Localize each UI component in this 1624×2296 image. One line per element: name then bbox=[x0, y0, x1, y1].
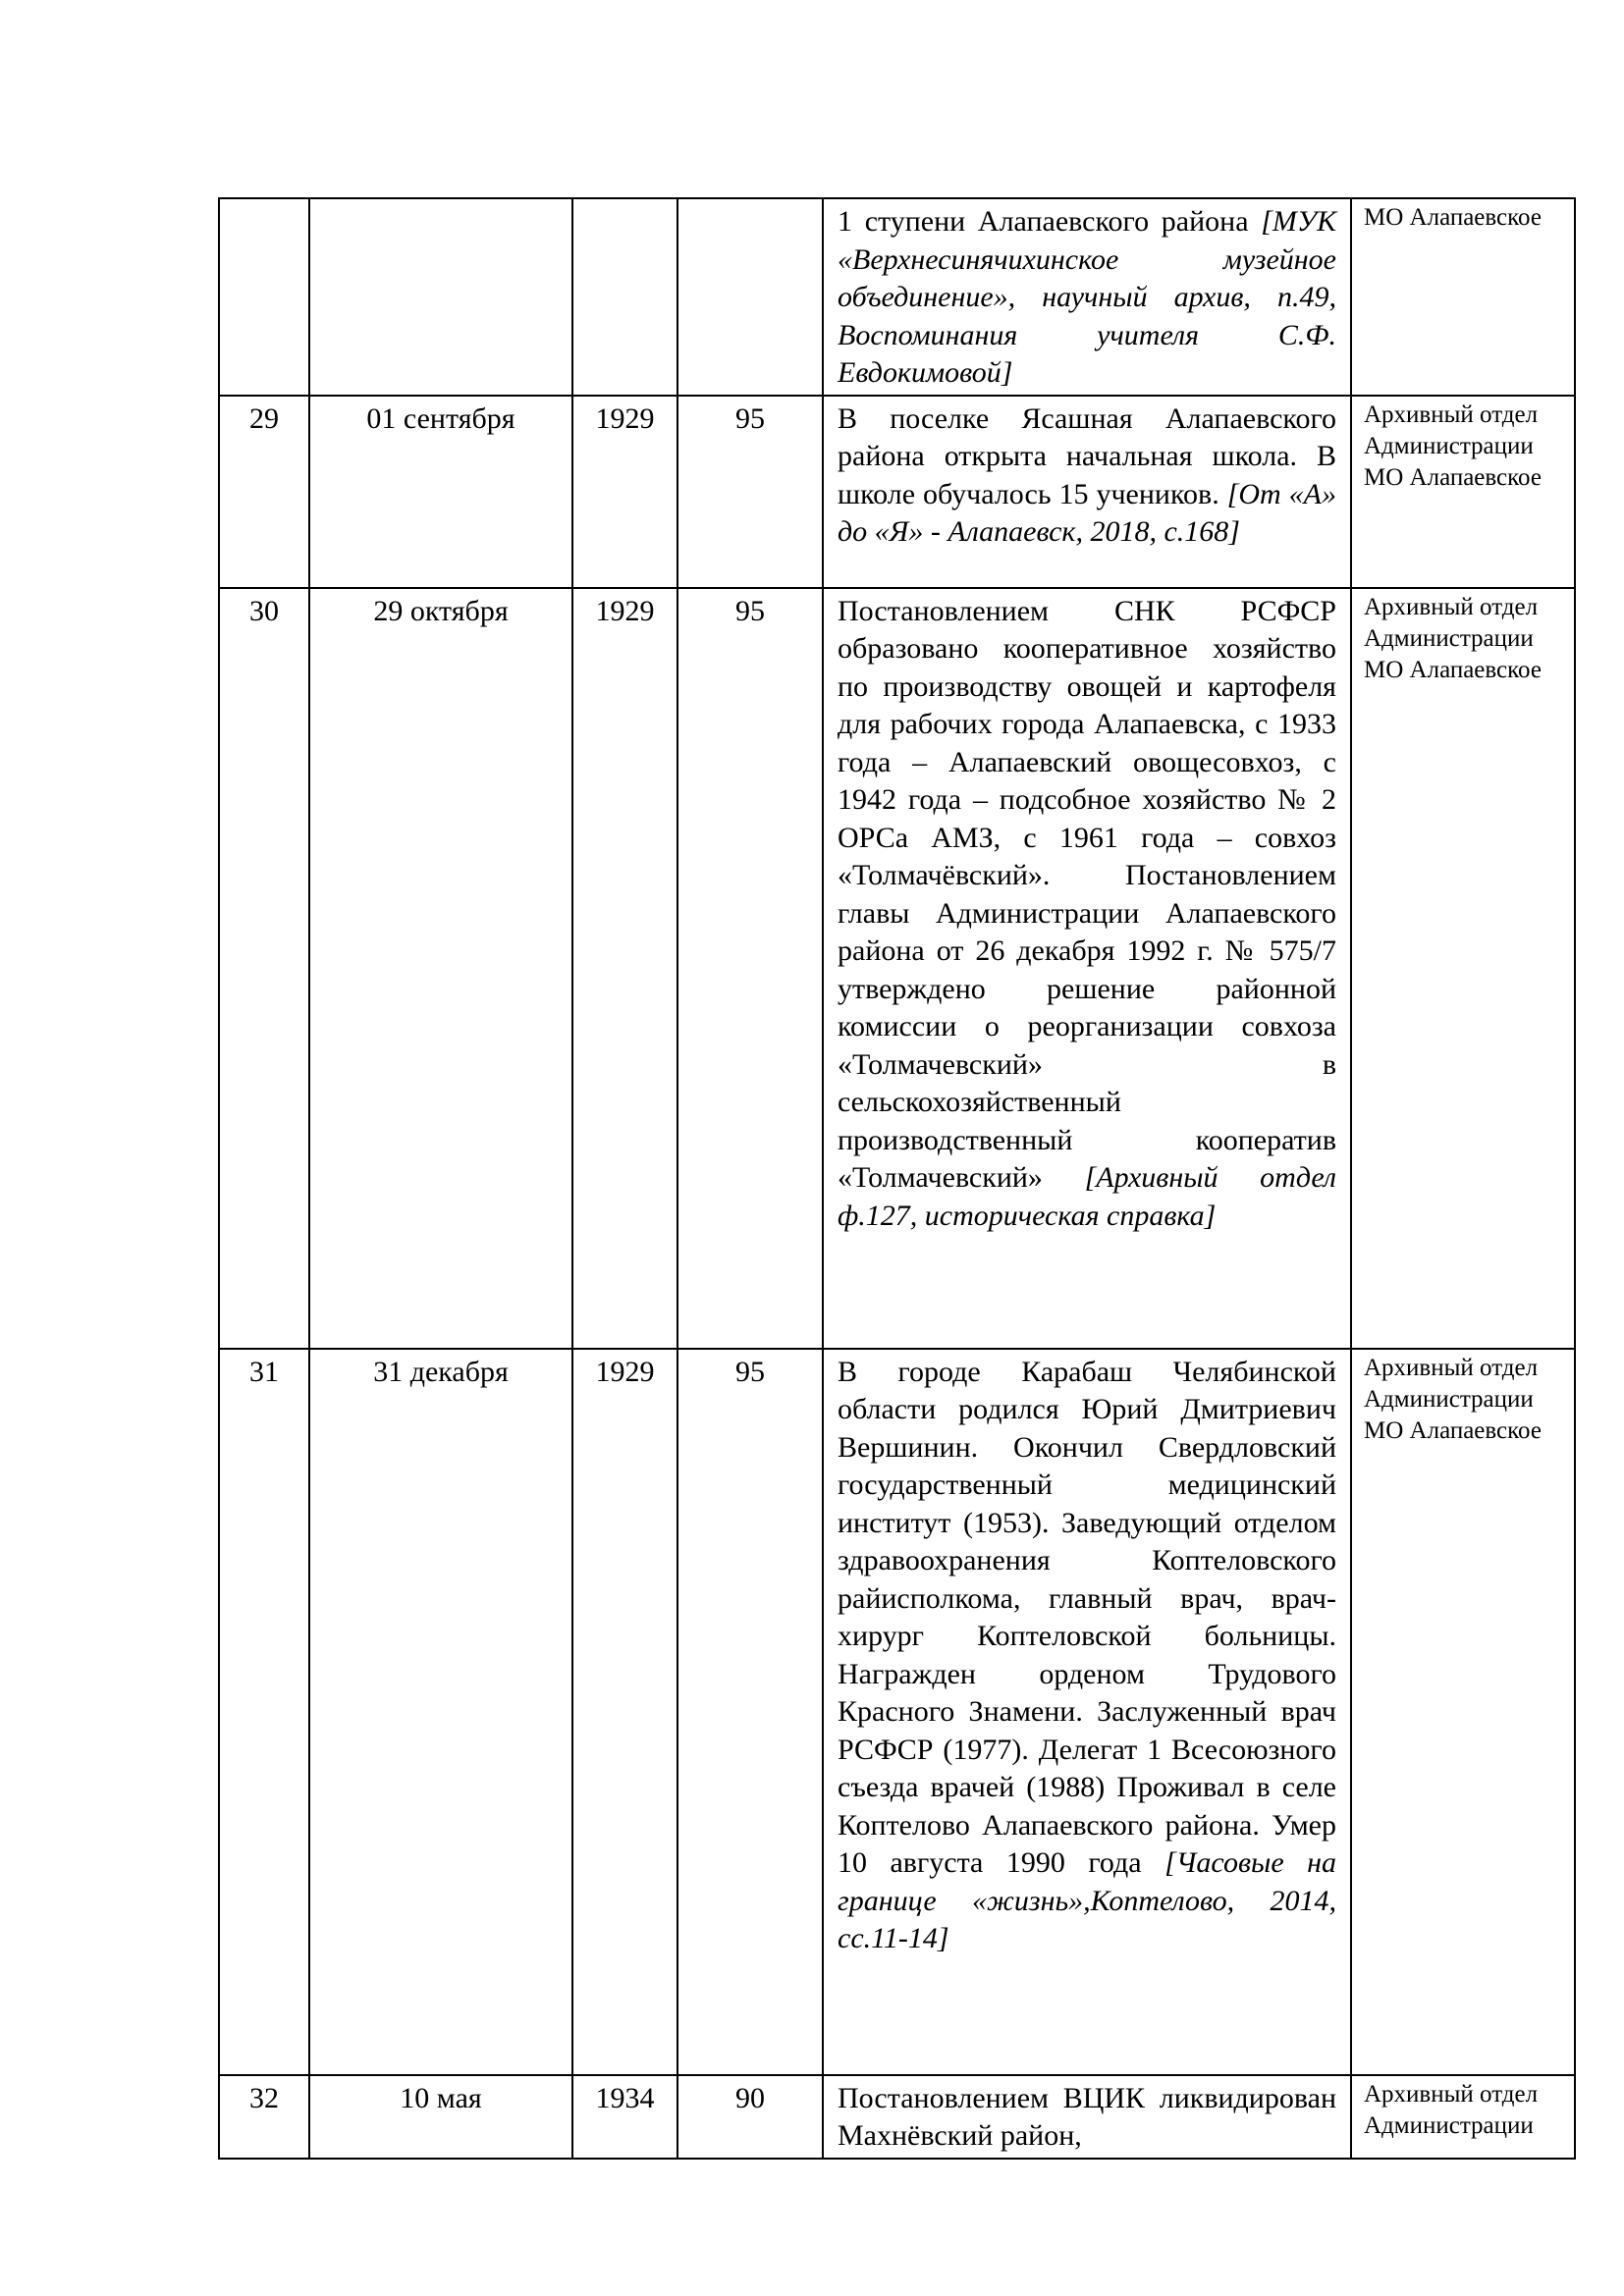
event-date: 31 декабря bbox=[309, 1349, 572, 2075]
event-date bbox=[309, 198, 572, 396]
row-number: 31 bbox=[219, 1349, 309, 2075]
table-row bbox=[219, 588, 1575, 1349]
row-number: 29 bbox=[219, 396, 309, 588]
anniversary-years bbox=[677, 198, 823, 396]
table-body bbox=[219, 198, 1575, 2159]
event-year: 1929 bbox=[572, 396, 677, 588]
event-date: 29 октября bbox=[309, 588, 572, 1349]
source-archive: Архивный отдел Администрации МО Алапаевское bbox=[1351, 588, 1575, 1349]
table-row bbox=[219, 1349, 1575, 2075]
event-description bbox=[823, 198, 1351, 396]
event-citation: [Архивный отдел ф.127, историческая справка] bbox=[838, 1161, 1337, 1232]
anniversary-years: 95 bbox=[677, 588, 823, 1349]
source-archive: МО Алапаевское bbox=[1351, 198, 1575, 396]
source-archive: Архивный отдел Администрации МО Алапаевское bbox=[1351, 396, 1575, 588]
anniversary-years: 90 bbox=[677, 2075, 823, 2159]
event-citation: [МУК «Верхнесинячихинское музейное объединение», научный архив, п.49, Воспоминания учителя С.Ф. Евдокимовой] bbox=[838, 205, 1336, 389]
table-row bbox=[219, 2075, 1575, 2159]
event-description bbox=[823, 1349, 1351, 2075]
row-number bbox=[219, 198, 309, 396]
event-citation: [Часовые на границе «жизнь»,Коптелово, 2014, сс.11-14] bbox=[838, 1846, 1337, 1954]
event-description bbox=[823, 2075, 1351, 2159]
source-archive: Архивный отдел Администрации bbox=[1351, 2075, 1575, 2159]
event-text: В городе Карабаш Челябинской области родился Юрий Дмитриевич Вершинин. Окончил Свердловский государственный медицинский институт (1953). Заведующий отделом здравоохранения Коптеловского райисполкома, главный врач, врач-хирург Коптеловской больницы. Награжден орденом Трудового Красного Знамени. Заслуженный врач РСФСР (1977). Делегат 1 Всесоюзного съезда врачей (1988) Проживал в селе Коптелово Алапаевского района. Умер 10 августа 1990 года bbox=[838, 1355, 1336, 1879]
row-number: 30 bbox=[219, 588, 309, 1349]
event-year: 1934 bbox=[572, 2075, 677, 2159]
table-row bbox=[219, 198, 1575, 396]
event-year bbox=[572, 198, 677, 396]
event-citation: [От «А» до «Я» - Алапаевск, 2018, с.168] bbox=[838, 477, 1336, 548]
chronology-table bbox=[218, 197, 1576, 2160]
source-archive: Архивный отдел Администрации МО Алапаевское bbox=[1351, 1349, 1575, 2075]
event-text: 1 ступени Алапаевского района bbox=[838, 205, 1249, 238]
table-row bbox=[219, 396, 1575, 588]
event-year: 1929 bbox=[572, 588, 677, 1349]
event-year: 1929 bbox=[572, 1349, 677, 2075]
event-description bbox=[823, 588, 1351, 1349]
event-text: Постановлением ВЦИК ликвидирован Махнёвский район, bbox=[838, 2081, 1336, 2152]
event-description bbox=[823, 396, 1351, 588]
row-number: 32 bbox=[219, 2075, 309, 2159]
event-text: В поселке Ясашная Алапаевского района открыта начальная школа. В школе обучалось 15 учеников. bbox=[838, 401, 1336, 510]
event-date: 01 сентября bbox=[309, 396, 572, 588]
event-text: Постановлением СНК РСФСР образовано кооперативное хозяйство по производству овощей и картофеля для рабочих города Алапаевска, с 1933 года – Алапаевский овощесовхоз, с 1942 года – подсобное хозяйство № 2 ОРСа АМЗ, с 1961 года – совхоз «Толмачёвский». Постановлением главы Администрации Алапаевского района от 26 декабря 1992 г. № 575/7 утверждено решение районной комиссии о реорганизации совхоза «Толмачевский» в сельскохозяйственный производственный кооператив «Толмачевский» bbox=[838, 594, 1336, 1194]
event-date: 10 мая bbox=[309, 2075, 572, 2159]
anniversary-years: 95 bbox=[677, 1349, 823, 2075]
anniversary-years: 95 bbox=[677, 396, 823, 588]
